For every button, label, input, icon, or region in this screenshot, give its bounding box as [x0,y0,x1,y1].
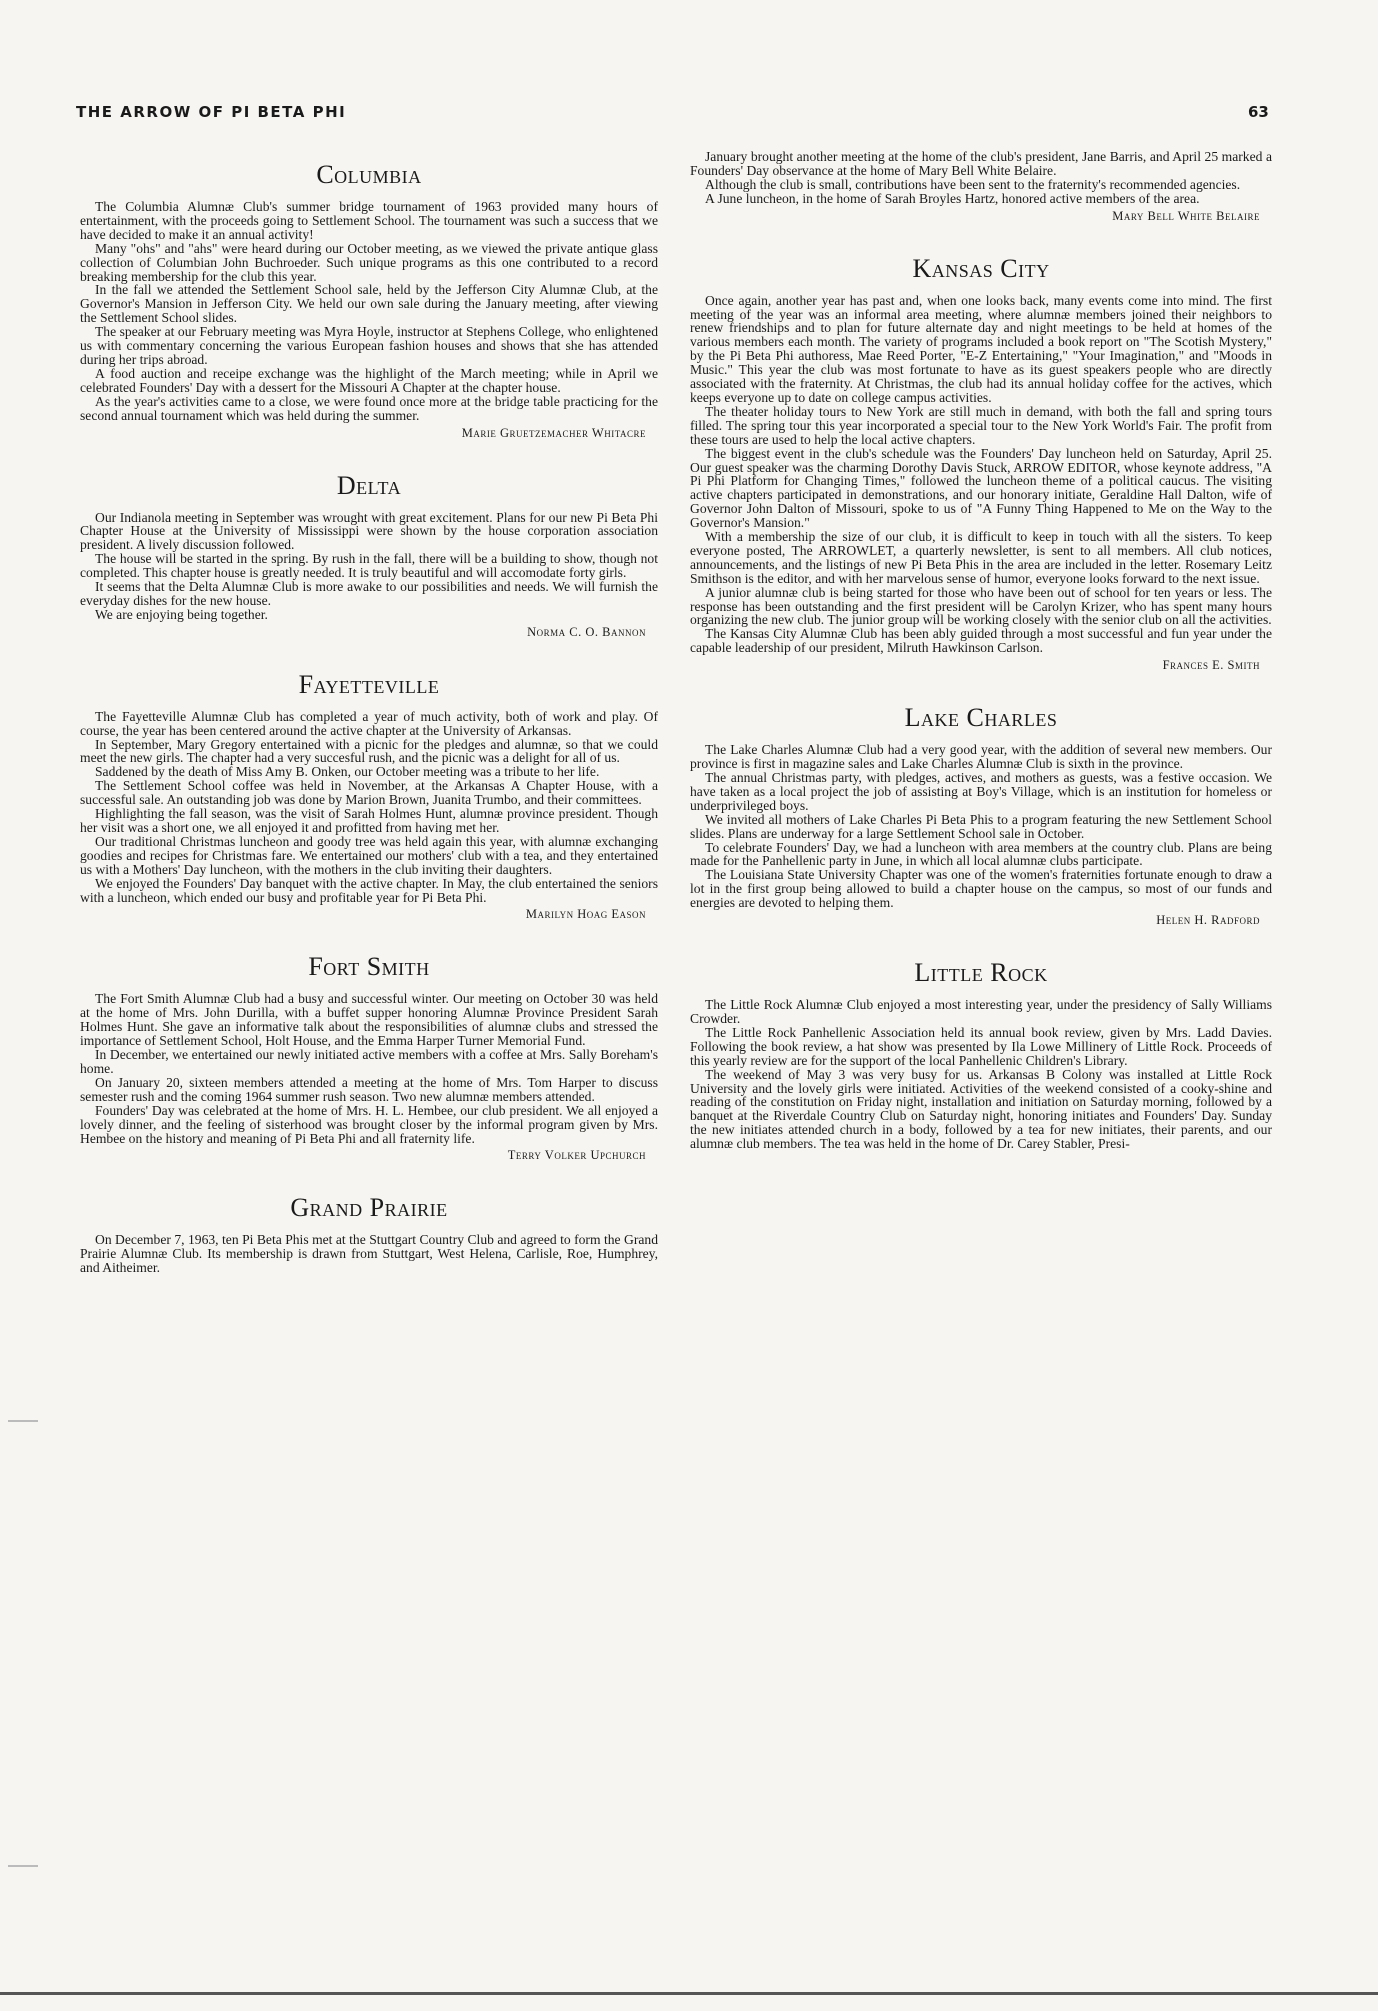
paragraph: The Columbia Alumnæ Club's summer bridge tournament of 1963 provided many hours of entertainment, with the proceeds going to Settlement School. The tournament was such a success that we have decided to make it an annual activity! [80,199,658,242]
paragraph: A food auction and receipe exchange was the highlight of the March meeting; while in April we celebrated Founders' Day with a dessert for the Missouri A Chapter at the chapter house. [80,365,658,395]
paragraph: We enjoyed the Founders' Day banquet with the active chapter. In May, the club entertained the seniors with a luncheon, which ended our busy and profitable year for Pi Beta Phi. [80,875,658,905]
signature: Marie Gruetzemacher Whitacre [461,425,646,440]
paragraph: The house will be started in the spring. By rush in the fall, there will be a building to show, though not completed. This chapter house is greatly needed. It is truly beautiful and will accomodate forty girls. [80,551,658,581]
paragraph: The annual Christmas party, with pledges, actives, and mothers as guests, was a festive occasion. We have taken as a local project the job of assisting at Boy's Village, which is an institution for homeless or underprivileged boys. [690,770,1272,813]
paragraph: The Little Rock Panhellenic Association held its annual book review, given by Mrs. Ladd Davies. Following the book review, a hat show was presented by Ila Lowe Millinery of Little Rock. Proceeds of this yearly review are for the support of the local Panhellenic Children's Library. [690,1024,1272,1068]
paragraph: We invited all mothers of Lake Charles Pi Beta Phis to a program featuring the new Settlement School slides. Plans are underway for a large Settlement School sale in October. [690,811,1272,841]
section-title: Lake Charles [904,703,1058,733]
paragraph: Highlighting the fall season, was the visit of Sarah Holmes Hunt, alumnæ province president. Though her visit was a short one, we all enjoyed it and profitted from having met her. [80,806,658,835]
section-fayetteville [80,670,658,923]
signature: Helen H. Radford [1156,913,1260,928]
left-column [80,150,658,1275]
paragraph: On December 7, 1963, ten Pi Beta Phis met at the Stuttgart Country Club and agreed to form the Grand Prairie Alumnæ Club. Its membership is drawn from Stuttgart, West Helena, Carlisle, Roe, Humphrey, and Aitheimer. [80,1232,658,1276]
paragraph: With a membership the size of our club, it is difficult to keep in touch with all the sisters. To keep everyone posted, The ARROWLET, a quarterly newsletter, is sent to all members. All club notices, announcements, and the listings of new Pi Beta Phis in the area are included in the letter. Rosemary Leitz Smithson is the editor, and with her marvelous sense of humor, everyone looks forward to the next issue. [690,529,1272,586]
section-grand-prairie [80,1193,658,1275]
section-title: Fayetteville [298,669,440,699]
paragraph: The Little Rock Alumnæ Club enjoyed a most interesting year, under the presidency of Sally Williams Crowder. [690,997,1272,1026]
signature: Mary Bell White Belaire [1112,208,1260,223]
scan-mark [8,1420,38,1422]
section-lake-charles [690,703,1272,928]
paragraph: The Fayetteville Alumnæ Club has completed a year of much activity, both of work and play. Of course, the year has been centered around the active chapter at the University of Arkansas. [80,708,658,738]
paragraph: To celebrate Founders' Day, we had a luncheon with area members at the country club. Plans are being made for the Panhellenic party in June, in which all local alumnæ clubs participate. [690,839,1272,869]
paragraph: In December, we entertained our newly initiated active members with a coffee at Mrs. Sally Boreham's home. [80,1047,658,1076]
right-column [690,150,1272,1151]
signature: Terry Volker Upchurch [507,1148,646,1163]
section-title: Little Rock [914,958,1048,988]
paragraph: Founders' Day was celebrated at the home of Mrs. H. L. Hembee, our club president. We all enjoyed a lovely dinner, and the feeling of sisterhood was brought closer by the informal program given by Mrs. Hembee on the history and meaning of Pi Beta Phi and all fraternity life. [80,1102,658,1146]
section-title: Fort Smith [308,952,430,982]
running-header: THE ARROW OF PI BETA PHI [76,103,347,121]
section-title: Kansas City [912,253,1050,283]
section-columbia [80,160,658,441]
paragraph: Our traditional Christmas luncheon and goody tree was held again this year, with alumnæ exchanging goodies and recipes for Christmas fare. We entertained our mothers' club with a tea, and they entertained us with a Mothers' Day luncheon, with the mothers in the club inviting their daughters. [80,833,658,877]
section-title: Grand Prairie [290,1193,448,1223]
paragraph: Once again, another year has past and, when one looks back, many events come into mind. The first meeting of the year was an informal area meeting, where alumnæ members joined their neighbors to renew friendships and to plan for future alternate day and night meetings to be held at homes of the various members each month. The variety of programs included a book report on "The Scotish Mystery," by the Pi Beta Phi authoress, Mae Reed Porter, "E-Z Entertaining," "Your Imagination," and "Moods in Music." This year the club was most fortunate to have as its guest speakers people who are directly associated with the fraternity. At Christmas, the club had its annual holiday coffee for the actives, which keeps everyone up to date on college campus activities. [690,292,1272,405]
paragraph: It seems that the Delta Alumnæ Club is more awake to our possibilities and needs. We will furnish the everyday dishes for the new house. [80,579,658,608]
section-little-rock [690,958,1272,1151]
paragraph: The Louisiana State University Chapter was one of the women's fraternities fortunate enough to draw a lot in the first group being allowed to build a chapter house on the campus, so most of our funds and energies are devoted to helping them. [690,867,1272,911]
page-number: 63 [1248,103,1269,121]
paragraph: In September, Mary Gregory entertained with a picnic for the pledges and alumnæ, so that we could meet the new girls. The chapter had a very succesful rush, and the picnic was a delight for all of us. [80,736,658,766]
section-title: Delta [336,470,402,500]
section-fort-smith [80,952,658,1163]
page-edge-line [0,1992,1378,1995]
paragraph: The speaker at our February meeting was Myra Hoyle, instructor at Stephens College, who enlightened us with commentary concerning the various European fashion houses and shows that she has attended during her trips abroad. [80,324,658,367]
section-kansas-city [690,254,1272,674]
signature: Norma C. O. Bannon [527,624,646,639]
section-delta [80,471,658,640]
paragraph: Many "ohs" and "ahs" were heard during our October meeting, as we viewed the private antique glass collection of Columbian John Buchroeder. Such unique programs as this one contributed to a record breaking membership for the club this year. [80,240,658,284]
paragraph: In the fall we attended the Settlement School sale, held by the Jefferson City Alumnæ Club, at the Governor's Mansion in Jefferson City. We held our own sale during the January meeting, after viewing the Settlement School slides. [80,282,658,326]
paragraph: The theater holiday tours to New York are still much in demand, with both the fall and spring tours filled. The spring tour this year incorporated a special tour to the New York World's Fair. The profit from these tours are used to help the local active chapters. [690,403,1272,447]
paragraph: On January 20, sixteen members attended a meeting at the home of Mrs. Tom Harper to discuss semester rush and the coming 1964 summer rush season. Two new alumnæ members attended. [80,1074,658,1104]
paragraph: The biggest event in the club's schedule was the Founders' Day luncheon held on Saturday, April 25. Our guest speaker was the charming Dorothy Davis Stuck, ARROW EDITOR, whose keynote address, "A Pi Phi Platform for Changing Times," followed the luncheon theme of a political caucus. The visiting active chapters participated in demonstrations, and our honorary initiate, Geraldine Hall Dalton, wife of Governor John Dalton of Missouri, spoke to us of "A Funny Thing Happened to Me on the Way to the Governor's Mansion." [690,445,1272,531]
paragraph: We are enjoying being together. [95,606,268,622]
scan-mark [8,1865,38,1867]
paragraph: Our Indianola meeting in September was wrought with great excitement. Plans for our new Pi Beta Phi Chapter House at the University of Mississippi were shown by the house corporation association president. A lively discussion followed. [80,509,658,553]
paragraph: A June luncheon, in the home of Sarah Broyles Hartz, honored active members of the area. [705,190,1200,206]
section-grand-prairie-continued [690,150,1272,224]
paragraph: The Lake Charles Alumnæ Club had a very good year, with the addition of several new members. Our province is first in magazine sales and Lake Charles Alumnæ Club is sixth in the province. [690,742,1272,772]
paragraph: January brought another meeting at the home of the club's president, Jane Barris, and April 25 marked a Founders' Day observance at the home of Mary Bell White Belaire. [690,149,1272,178]
paragraph: The Kansas City Alumnæ Club has been ably guided through a most successful and fun year under the capable leadership of our president, Milruth Hawkinson Carlson. [690,626,1272,656]
signature: Marilyn Hoag Eason [525,907,646,922]
paragraph: As the year's activities came to a close, we were found once more at the bridge table practicing for the second annual tournament which was held during the summer. [80,393,658,423]
paragraph: The weekend of May 3 was very busy for us. Arkansas B Colony was installed at Little Rock University and the lovely girls were initiated. Activities of the weekend consisted of a cooky-shine and reading of the constitution on Friday night, installation and initiation on Saturday morning, followed by a banquet at the Riverdale Country Club on Saturday night, honoring initiates and Founders' Day. Sunday the new initiates attended church in a body, followed by a tea for new initiates, their parents, and our alumnæ club members. The tea was held in the home of Dr. Carey Stabler, Presi- [690,1066,1272,1152]
paragraph: The Fort Smith Alumnæ Club had a busy and successful winter. Our meeting on October 30 was held at the home of Mrs. John Durilla, with a buffet supper honoring Alumnæ Province President Sarah Holmes Hunt. She gave an informative talk about the responsibilities of alumnæ clubs and stressed the importance of Settlement School, Holt House, and the Emma Harper Turner Memorial Fund. [80,991,658,1049]
paragraph: Saddened by the death of Miss Amy B. Onken, our October meeting was a tribute to her life. [95,764,600,780]
signature: Frances E. Smith [1162,658,1260,673]
paragraph: A junior alumnæ club is being started for those who have been out of school for ten years or less. The response has been outstanding and the first president will be Carolyn Krizer, who has spent many hours organizing the new club. The junior group will be working closely with the senior club on all the activities. [690,584,1272,628]
paragraph: The Settlement School coffee was held in November, at the Arkansas A Chapter House, with a successful sale. An outstanding job was done by Marion Brown, Juanita Trumbo, and their committees. [80,778,658,808]
paragraph: Although the club is small, contributions have been sent to the fraternity's recommended agencies. [705,176,1241,192]
section-title: Columbia [316,160,422,189]
